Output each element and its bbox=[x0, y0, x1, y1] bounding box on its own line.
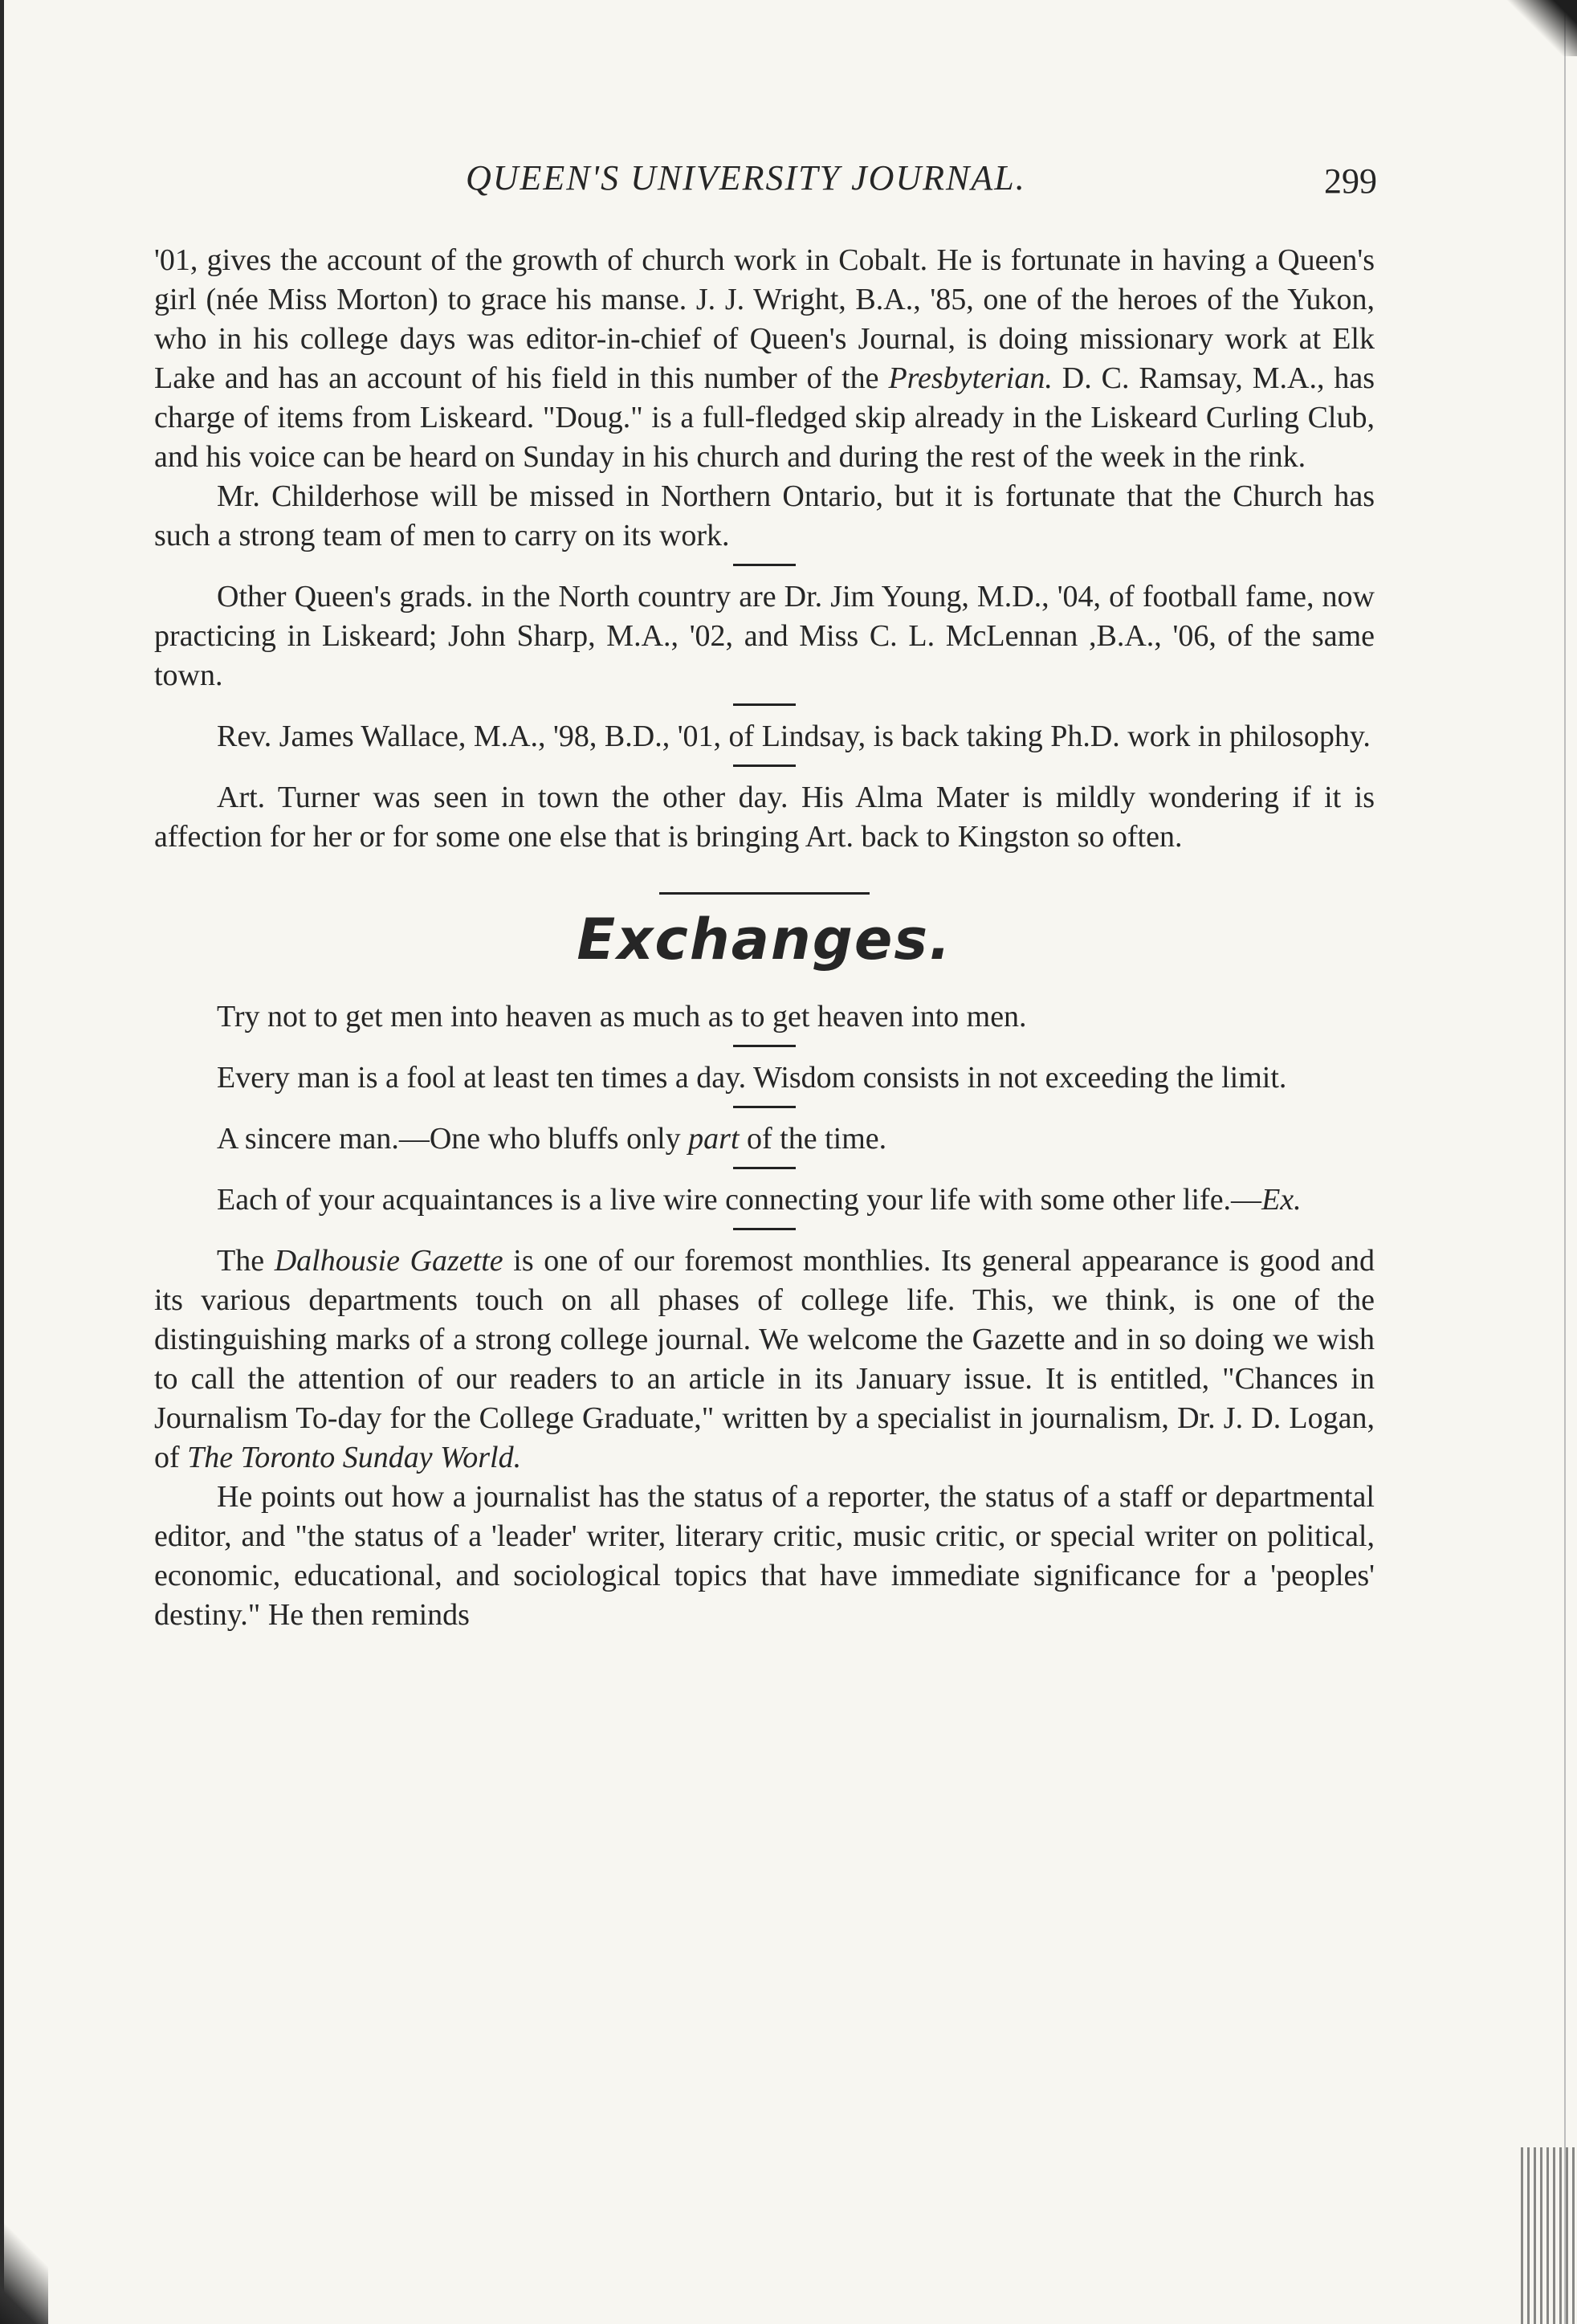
scan-shadow-bottom-right bbox=[1521, 2147, 1577, 2324]
exchange-item: Try not to get men into heaven as much as to get heaven into men. bbox=[217, 1000, 1027, 1034]
italic-text: Ex. bbox=[1261, 1183, 1302, 1217]
page-edge-left bbox=[0, 0, 4, 2324]
scan-shadow-bottom-left bbox=[0, 2196, 48, 2324]
paragraph-text: D. C. Ramsay, M.A., has charge of items from Liskeard. "Doug." is a full-fledged skip already in the Liskeard Curling Club, and his voice can be heard on Sunday in his church and during the rest of the week in the rink. bbox=[154, 361, 1375, 474]
section-divider bbox=[733, 1167, 796, 1169]
section-divider bbox=[733, 703, 796, 706]
page-content bbox=[154, 241, 1375, 1635]
paragraph-childerhose: Mr. Childerhose will be missed in Northern Ontario, but it is fortunate that the Church has such a strong team of men to carry on its work. bbox=[154, 479, 1375, 552]
page-header bbox=[153, 157, 1377, 214]
paragraph-turner: Art. Turner was seen in town the other day. His Alma Mater is mildly wondering if it is affection for her or for some one else that is bringing Art. back to Kingston so often. bbox=[154, 781, 1375, 854]
heading-rule bbox=[659, 892, 870, 895]
section-divider bbox=[733, 1228, 796, 1230]
paragraph-text: A sincere man.—One who bluffs only bbox=[217, 1122, 681, 1156]
italic-text: Dalhousie Gazette bbox=[274, 1244, 503, 1278]
section-divider bbox=[733, 1106, 796, 1108]
paragraph-text: of the time. bbox=[747, 1122, 887, 1156]
paragraph-queens-grads: Other Queen's grads. in the North country are Dr. Jim Young, M.D., '04, of football fame, now practicing in Liskeard; John Sharp, M.A., '02, and Miss C. L. McLennan ,B.A., '06, of the same town. bbox=[154, 580, 1375, 692]
italic-text: part bbox=[688, 1122, 740, 1156]
section-divider bbox=[733, 1045, 796, 1047]
scan-shadow-top-right bbox=[1505, 0, 1577, 56]
italic-text: The Toronto Sunday World. bbox=[187, 1441, 522, 1474]
paragraph-cobalt bbox=[154, 241, 1375, 477]
exchanges-heading: Exchanges. bbox=[577, 907, 952, 972]
paragraph-wallace: Rev. James Wallace, M.A., '98, B.D., '01, of Lindsay, is back taking Ph.D. work in philosophy. bbox=[217, 720, 1371, 753]
page-number: 299 bbox=[1324, 161, 1377, 201]
italic-text: Presbyterian. bbox=[888, 361, 1053, 395]
page-edge-right bbox=[1564, 0, 1566, 2324]
paragraph-text: The bbox=[217, 1244, 265, 1278]
exchange-item bbox=[154, 1180, 1375, 1220]
exchange-item bbox=[154, 1119, 1375, 1159]
section-divider bbox=[733, 764, 796, 767]
paragraph-text: '01, gives the account of the growth of church work in Cobalt. He is fortunate in having a Queen's girl (née Miss Morton) to grace his manse. J. J. Wright, B.A., '85, one of the heroes of the Yukon, who in his college days was editor-in-chief of Queen's Journal, is doing missionary work at Elk Lake and has an account of his field in this number of the bbox=[154, 243, 1375, 395]
paragraph-text: is one of our foremost monthlies. Its general appearance is good and its various departments touch on all phases of college life. This, we think, is one of the distinguishing marks of a strong college journal. We welcome the Gazette and in so doing we wish to call the attention of our readers to an article in its January issue. It is entitled, "Chances in Journalism To-day for the College Graduate," written by a specialist in journalism, Dr. J. D. Logan, of bbox=[154, 1244, 1375, 1474]
exchange-dalhousie-gazette bbox=[154, 1242, 1375, 1478]
exchange-item: Every man is a fool at least ten times a day. Wisdom consists in not exceeding the limit. bbox=[217, 1061, 1287, 1095]
section-divider bbox=[733, 564, 796, 566]
paragraph-text: Each of your acquaintances is a live wire connecting your life with some other life.— bbox=[217, 1183, 1262, 1217]
running-title: QUEEN'S UNIVERSITY JOURNAL. bbox=[466, 158, 1026, 198]
paragraph-journalist-status: He points out how a journalist has the status of a reporter, the status of a staff or departmental editor, and "the status of a 'leader' writer, literary critic, music critic, or special writer on political, economic, educational, and sociological topics that have immediate significance for a 'peoples' destiny." He then reminds bbox=[154, 1480, 1375, 1632]
